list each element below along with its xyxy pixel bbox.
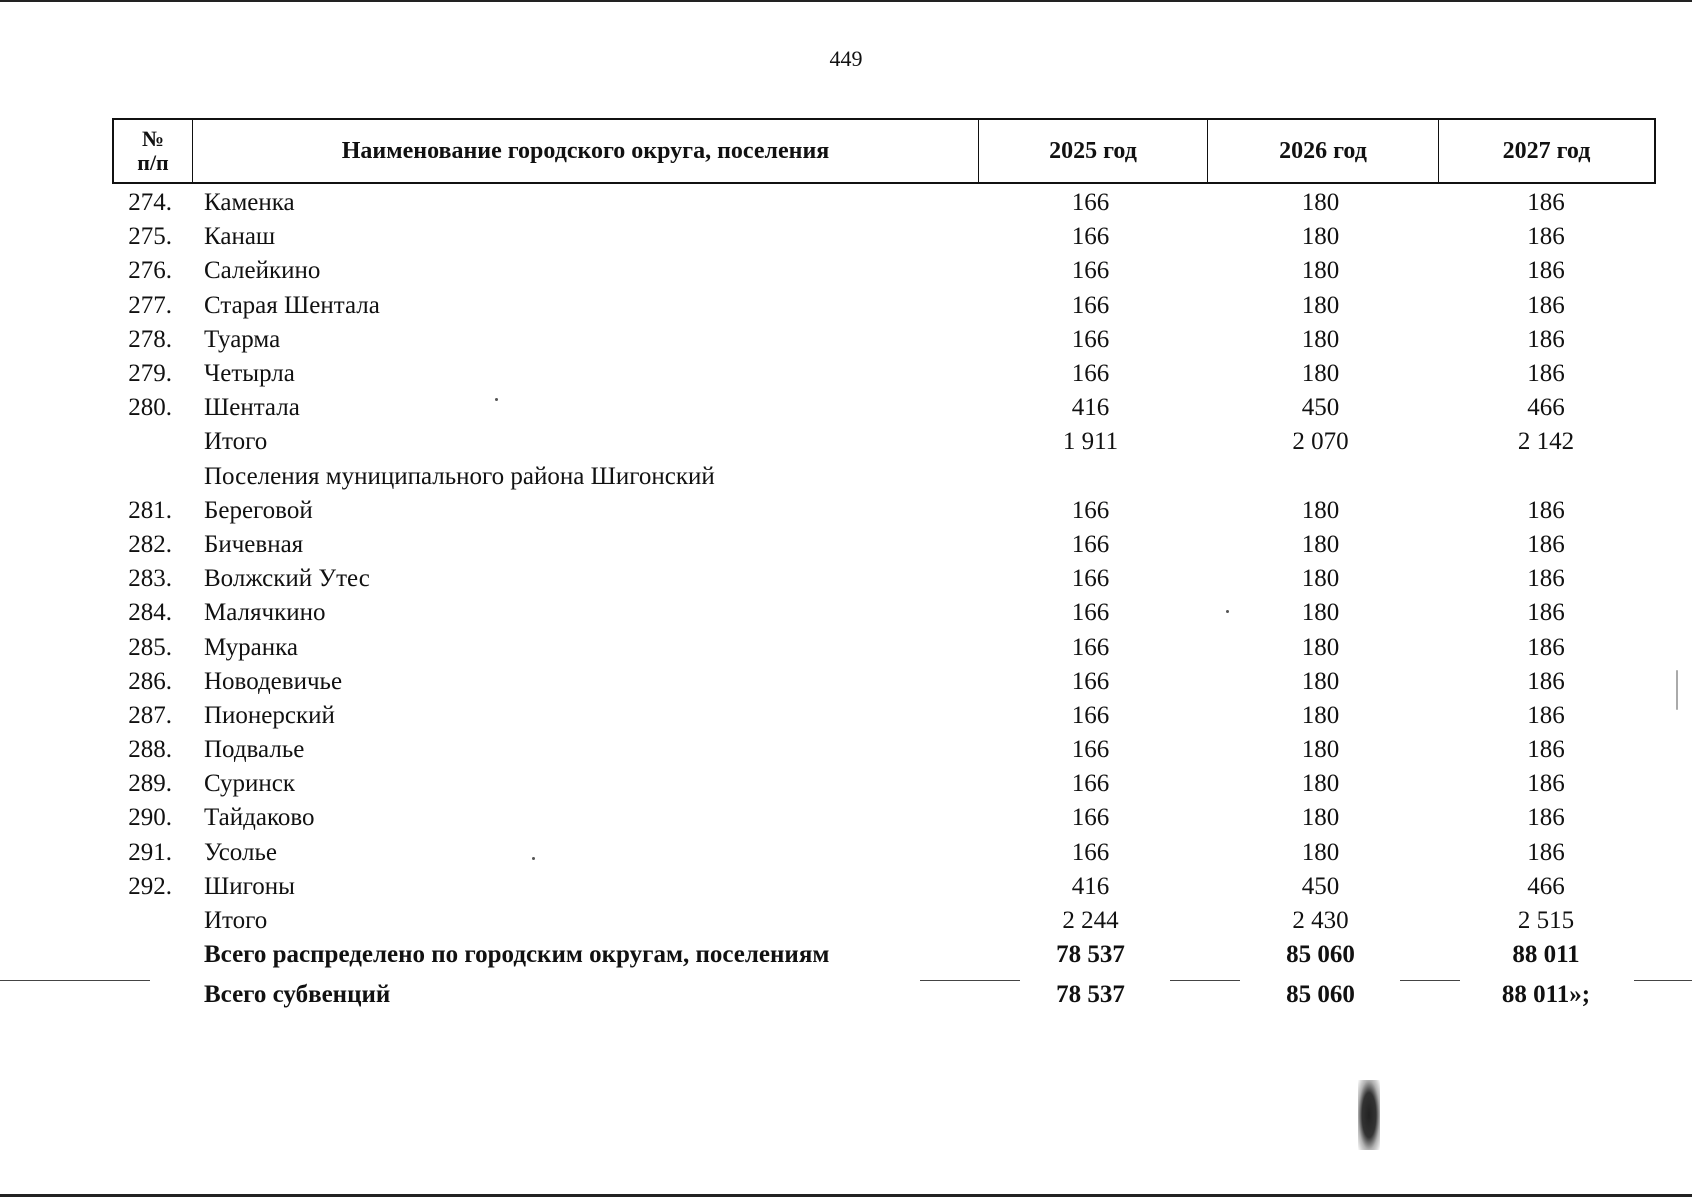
table-row (112, 699, 1656, 733)
table-row (112, 630, 1656, 664)
row-name: Всего распределено по городским округам, поселениям (204, 941, 830, 969)
header-number-symbol: № (141, 125, 165, 151)
row-number: 275. (128, 223, 172, 251)
row-value-2026: 180 (1301, 223, 1340, 251)
row-value-2027: 186 (1527, 565, 1565, 593)
row-value-2025: 166 (1071, 257, 1110, 285)
row-name: Туарма (204, 325, 281, 353)
row-value-2026: 180 (1301, 496, 1340, 524)
row-value-2027: 186 (1527, 360, 1565, 388)
row-value-2025: 416 (1071, 394, 1110, 422)
table-row (112, 836, 1656, 870)
row-number: 279. (128, 360, 172, 388)
table-row (112, 665, 1656, 699)
row-value-2027: 186 (1527, 633, 1565, 661)
table-row (112, 323, 1656, 357)
row-value-2027: 88 011»; (1501, 981, 1591, 1009)
row-value-2027: 2 515 (1517, 907, 1575, 935)
row-value-2025: 78 537 (1056, 981, 1125, 1009)
header-year-2025: 2025 год (978, 120, 1207, 182)
row-value-2025: 166 (1071, 667, 1110, 695)
table-row (112, 220, 1656, 254)
row-value-2027: 186 (1527, 189, 1565, 217)
row-value-2025: 78 537 (1056, 941, 1125, 969)
row-value-2026: 180 (1301, 838, 1340, 866)
table-row (112, 528, 1656, 562)
table-row (112, 596, 1656, 630)
table-row (112, 733, 1656, 767)
row-value-2025: 1 911 (1062, 428, 1119, 456)
table-row (112, 289, 1656, 323)
scan-speck (1676, 670, 1678, 710)
row-value-2027: 2 142 (1517, 428, 1575, 456)
table-row (112, 767, 1656, 801)
row-value-2025: 166 (1071, 701, 1110, 729)
row-value-2027: 186 (1527, 530, 1565, 558)
row-name: Бичевная (204, 530, 304, 558)
row-number: 278. (128, 325, 172, 353)
scan-rule-mid2 (1170, 980, 1240, 981)
row-name: Суринск (204, 770, 296, 798)
table-header (112, 118, 1656, 184)
row-value-2027: 186 (1527, 496, 1565, 524)
row-value-2027: 466 (1527, 394, 1565, 422)
row-number: 290. (128, 804, 172, 832)
row-value-2025: 166 (1071, 565, 1110, 593)
row-number: 283. (128, 565, 172, 593)
row-number: 284. (128, 599, 172, 627)
row-value-2026: 180 (1301, 189, 1340, 217)
row-value-2025: 166 (1071, 496, 1110, 524)
scan-speck (1226, 610, 1229, 613)
header-number-abbr: п/п (137, 150, 169, 175)
row-value-2027: 186 (1527, 838, 1565, 866)
row-name: Новодевичье (204, 667, 343, 695)
row-value-2025: 166 (1071, 770, 1110, 798)
table-row (112, 254, 1656, 288)
row-value-2025: 2 244 (1062, 907, 1119, 935)
row-name: Всего субвенций (204, 981, 391, 1009)
row-value-2026: 180 (1301, 257, 1340, 285)
row-value-2027: 466 (1527, 872, 1565, 900)
row-name: Старая Шентала (204, 291, 380, 319)
table-row (112, 904, 1656, 938)
row-number: 286. (128, 667, 172, 695)
row-value-2027: 186 (1527, 325, 1565, 353)
table-row (112, 801, 1656, 835)
table-row (112, 357, 1656, 391)
row-value-2026: 85 060 (1286, 981, 1355, 1009)
row-value-2025: 166 (1071, 736, 1110, 764)
row-name: Муранка (204, 633, 298, 661)
row-value-2026: 450 (1301, 394, 1340, 422)
row-value-2027: 186 (1527, 804, 1565, 832)
row-name: Шигоны (204, 872, 295, 900)
scan-rule-right (1634, 980, 1692, 981)
row-name: Итого (204, 428, 268, 456)
row-value-2025: 166 (1071, 360, 1110, 388)
row-value-2026: 180 (1301, 804, 1340, 832)
row-value-2026: 180 (1301, 701, 1340, 729)
row-number: 289. (128, 770, 172, 798)
row-value-2027: 186 (1527, 770, 1565, 798)
row-name: Малячкино (204, 599, 326, 627)
row-value-2025: 416 (1071, 872, 1110, 900)
row-number: 277. (128, 291, 172, 319)
table-row (112, 562, 1656, 596)
row-value-2026: 180 (1301, 633, 1340, 661)
table-body (112, 186, 1656, 1013)
scan-blot (1358, 1080, 1380, 1150)
row-value-2027: 186 (1527, 223, 1565, 251)
table-row (112, 425, 1656, 459)
row-value-2027: 186 (1527, 701, 1565, 729)
page-number: 449 (829, 46, 863, 71)
table-row (112, 494, 1656, 528)
row-value-2025: 166 (1071, 838, 1110, 866)
row-value-2026: 2 070 (1292, 428, 1349, 456)
row-value-2026: 2 430 (1292, 907, 1349, 935)
row-value-2027: 186 (1527, 257, 1565, 285)
table-row (112, 870, 1656, 904)
row-value-2025: 166 (1071, 530, 1110, 558)
row-number: 285. (128, 633, 172, 661)
row-value-2025: 166 (1071, 599, 1110, 627)
row-value-2026: 85 060 (1286, 941, 1355, 969)
row-value-2025: 166 (1071, 633, 1110, 661)
row-value-2026: 180 (1301, 667, 1340, 695)
row-name: Четырла (204, 360, 295, 388)
table-row (112, 460, 1656, 494)
row-value-2027: 186 (1527, 736, 1565, 764)
row-value-2025: 166 (1071, 804, 1110, 832)
header-number (114, 120, 192, 182)
row-number: 292. (128, 872, 172, 900)
row-value-2025: 166 (1071, 223, 1110, 251)
row-number: 288. (128, 736, 172, 764)
row-value-2027: 186 (1527, 291, 1565, 319)
row-value-2027: 88 011 (1512, 941, 1580, 969)
row-value-2025: 166 (1071, 189, 1110, 217)
row-value-2026: 180 (1301, 736, 1340, 764)
total-subventions-row (112, 978, 1656, 1012)
row-value-2025: 166 (1071, 291, 1110, 319)
row-value-2026: 450 (1301, 872, 1340, 900)
scan-rule-mid3 (1400, 980, 1460, 981)
row-number: 291. (128, 838, 172, 866)
header-year-2027: 2027 год (1438, 120, 1654, 182)
row-name: Каменка (204, 189, 295, 217)
row-name: Салейкино (204, 257, 321, 285)
row-number: 276. (128, 257, 172, 285)
row-value-2026: 180 (1301, 291, 1340, 319)
scan-speck (495, 398, 498, 401)
row-value-2025: 166 (1071, 325, 1110, 353)
row-number: 282. (128, 530, 172, 558)
row-value-2026: 180 (1301, 565, 1340, 593)
row-name: Береговой (204, 496, 313, 524)
header-name: Наименование городского округа, поселения (192, 120, 978, 182)
header-year-2026: 2026 год (1207, 120, 1438, 182)
row-name: Усолье (204, 838, 277, 866)
row-name: Тайдаково (204, 804, 315, 832)
scan-speck (532, 857, 535, 860)
scan-rule-left (0, 980, 150, 981)
row-value-2027: 186 (1527, 667, 1565, 695)
row-value-2026: 180 (1301, 530, 1340, 558)
row-value-2027: 186 (1527, 599, 1565, 627)
row-number: 287. (128, 701, 172, 729)
row-name: Пионерский (204, 701, 335, 729)
row-number: 281. (128, 496, 172, 524)
row-value-2026: 180 (1301, 360, 1340, 388)
row-value-2026: 180 (1301, 599, 1340, 627)
row-number: 274. (128, 189, 172, 217)
scan-rule-mid1 (920, 980, 1020, 981)
row-value-2026: 180 (1301, 325, 1340, 353)
row-name: Подвалье (204, 736, 305, 764)
row-value-2026: 180 (1301, 770, 1340, 798)
row-name: Итого (204, 907, 268, 935)
table-row (112, 186, 1656, 220)
scan-bottom-edge (0, 1194, 1692, 1197)
row-name: Шентала (204, 394, 300, 422)
row-name: Канаш (204, 223, 276, 251)
table-row (112, 391, 1656, 425)
row-name: Поселения муниципального района Шигонский (204, 462, 715, 490)
row-name: Волжский Утес (204, 565, 370, 593)
total-distributed-row (112, 938, 1656, 972)
row-number: 280. (128, 394, 172, 422)
scan-top-edge (0, 0, 1692, 2)
